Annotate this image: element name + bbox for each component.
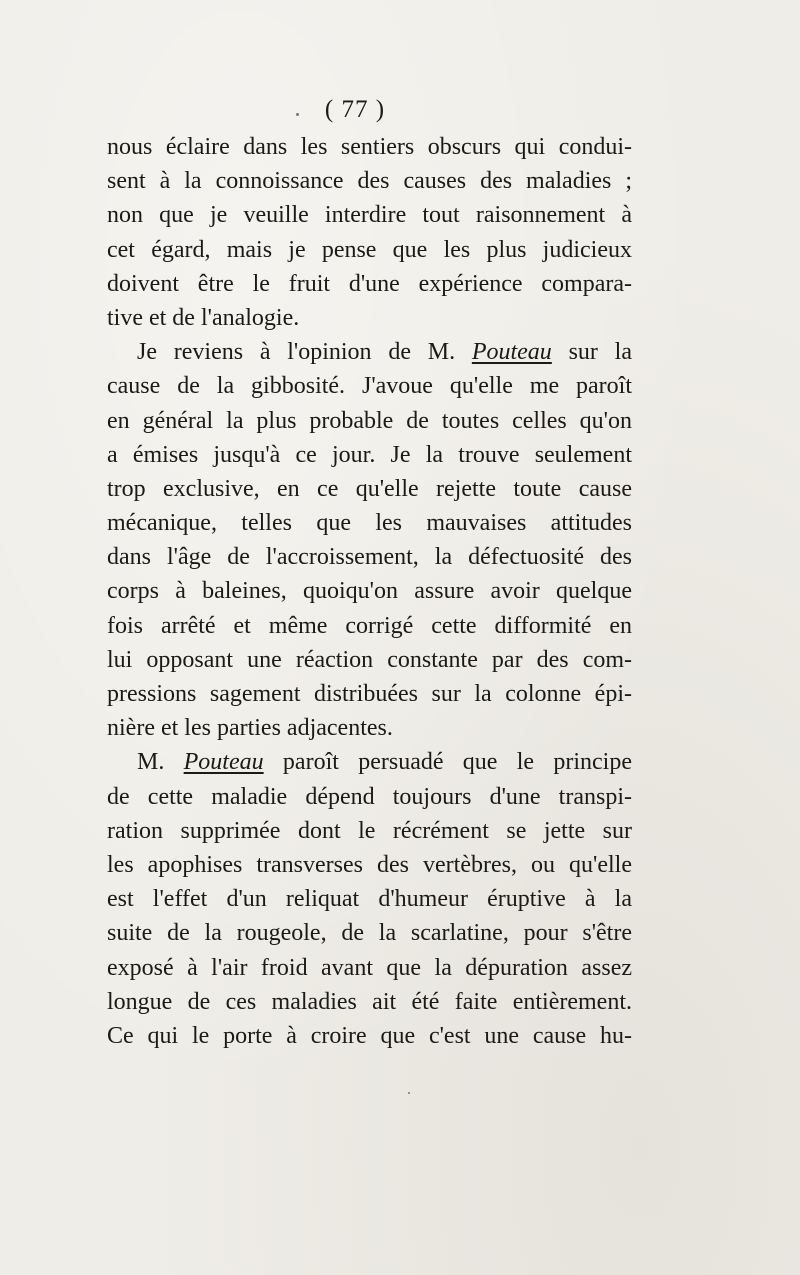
text-line: mécanique, telles que les mauvaises attitudes [107, 510, 632, 537]
text-line: ration supprimée dont le récrément se jette sur [107, 817, 632, 844]
text-line: longue de ces maladies ait été faite entièrement. [107, 988, 632, 1015]
text-line: doivent être le fruit d'une expérience compara- [107, 270, 632, 297]
text-line: fois arrêté et même corrigé cette difformité en [107, 612, 632, 639]
text-line: pressions sagement distribuées sur la colonne épi- [107, 681, 632, 707]
text-line: est l'effet d'un reliquat d'humeur éruptive à la [107, 886, 632, 913]
page-number: ( 77 ) [324, 96, 386, 123]
text-line: cet égard, mais je pense que les plus judicieux [107, 236, 632, 263]
text-line: nière et les parties adjacentes. [107, 715, 393, 742]
text-segment: paroît persuadé que le principe [263, 749, 632, 776]
text-line: cause de la gibbosité. J'avoue qu'elle me paroît [107, 373, 632, 400]
emphasized-name: Pouteau [471, 339, 552, 366]
text-line: les apophises transverses des vertèbres, ou qu'elle [107, 851, 632, 878]
emphasized-name: Pouteau [183, 749, 264, 776]
text-line: corps à baleines, quoiqu'on assure avoir quelque [107, 578, 632, 605]
text-line: trop exclusive, en ce qu'elle rejette toute cause [107, 475, 632, 502]
text-line: suite de la rougeole, de la scarlatine, pour s'être [107, 920, 632, 947]
text-segment: Je reviens à l'opinion de M. [137, 339, 472, 366]
text-segment: M. [137, 749, 184, 776]
text-line: Ce qui le porte à croire que c'est une cause hu- [107, 1022, 632, 1049]
text-line: a émises jusqu'à ce jour. Je la trouve seulement [107, 441, 632, 468]
text-line: nous éclaire dans les sentiers obscurs qui condui- [107, 134, 632, 160]
text-segment: sur la [551, 339, 632, 366]
text-line: exposé à l'air froid avant que la dépuration assez [107, 954, 632, 981]
text-line: dans l'âge de l'accroissement, la défectuosité des [107, 544, 632, 571]
paragraph-start-line [107, 335, 632, 369]
ink-speck [408, 1092, 410, 1094]
text-line: lui opposant une réaction constante par des com- [107, 646, 632, 673]
paragraph-start-line [107, 745, 632, 779]
body-text [107, 130, 632, 1053]
text-line: de cette maladie dépend toujours d'une transpi- [107, 783, 632, 810]
text-line: sent à la connoissance des causes des maladies ; [107, 168, 632, 195]
text-line: non que je veuille interdire tout raisonnement à [107, 202, 632, 229]
text-line: en général la plus probable de toutes celles qu'on [107, 407, 632, 434]
text-line: tive et de l'analogie. [107, 304, 300, 331]
